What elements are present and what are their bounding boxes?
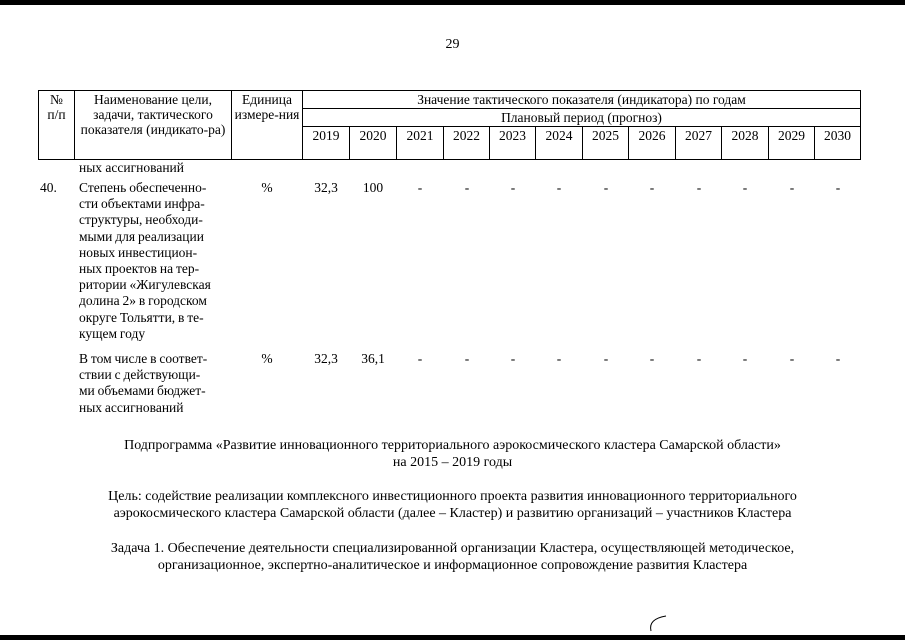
row-value-2019: 32,3 [314, 351, 338, 366]
row-value-2027: - [696, 351, 702, 366]
header-year: 2030 [815, 127, 861, 160]
row-number: 40. [40, 180, 57, 195]
row-value-2022: - [464, 180, 470, 195]
row-value-2022: - [464, 351, 470, 366]
scan-bottom-border [0, 635, 905, 640]
row-indicator-name: Степень обеспеченно- сти объектами инфра- структуры, необходи- мыми для реализации новых инвестицион- ных проектов на тер- ритории «Жигулевская долина 2» в городском округе Тольятти, в те- кущем году [79, 180, 211, 341]
continuation-text: ных ассигнований [79, 160, 184, 175]
row-value-2021: - [417, 180, 423, 195]
row-value-2020: 36,1 [361, 351, 385, 366]
header-year: 2019 [303, 127, 350, 160]
header-unit: Единица измере-ния [232, 91, 303, 160]
row-value-2029: - [789, 180, 795, 195]
header-year: 2022 [444, 127, 490, 160]
row-value-2024: - [556, 351, 562, 366]
row-indicator-name: В том числе в соответ- ствии с действующи- ми объемами бюджет- ных ассигнований [79, 351, 208, 415]
header-name: Наименование цели, задачи, тактического показателя (индикато-ра) [75, 91, 232, 160]
header-values-title: Значение тактического показателя (индикатора) по годам [303, 91, 861, 109]
row-unit: % [261, 351, 273, 366]
row-unit: % [261, 180, 273, 195]
row-value-2029: - [789, 351, 795, 366]
row-value-2025: - [603, 351, 609, 366]
header-year: 2021 [397, 127, 444, 160]
row-value-2028: - [742, 180, 748, 195]
header-year: 2023 [490, 127, 536, 160]
row-value-2025: - [603, 180, 609, 195]
row-value-2027: - [696, 180, 702, 195]
header-year: 2026 [629, 127, 676, 160]
header-year: 2027 [676, 127, 722, 160]
row-value-2020: 100 [362, 180, 384, 195]
row-value-2019: 32,3 [314, 180, 338, 195]
row-value-2023: - [510, 351, 516, 366]
subprogram-title-line2: на 2015 – 2019 годы [392, 455, 513, 470]
pen-mark-decoration [640, 610, 680, 635]
row-value-2026: - [649, 351, 655, 366]
row-value-2023: - [510, 180, 516, 195]
subprogram-title-line1: Подпрограмма «Развитие инновационного территориального аэрокосмического кластера Самарской области» [124, 438, 781, 453]
header-num: № п/п [39, 91, 75, 160]
header-year: 2024 [536, 127, 583, 160]
row-value-2021: - [417, 351, 423, 366]
task-text-line2: организационное, экспертно-аналитическое и информационное сопровождение развития Кластера [157, 558, 748, 573]
task-text [0, 540, 905, 574]
header-year: 2025 [583, 127, 629, 160]
task-text-line1: Задача 1. Обеспечение деятельности специализированной организации Кластера, осуществляющей методическое, [110, 541, 795, 556]
goal-text-line2: аэрокосмического кластера Самарской области (далее – Кластер) и развитию организаций – участников Кластера [113, 506, 792, 521]
row-value-2030: - [835, 180, 841, 195]
subprogram-title [0, 437, 905, 471]
row-value-2030: - [835, 351, 841, 366]
row-value-2024: - [556, 180, 562, 195]
header-year: 2020 [350, 127, 397, 160]
scan-top-border [0, 0, 905, 5]
goal-text [0, 488, 905, 522]
goal-text-line1: Цель: содействие реализации комплексного инвестиционного проекта развития инновационного территориального [108, 489, 797, 504]
indicator-table-header [38, 90, 861, 160]
page-number: 29 [445, 37, 460, 52]
header-plan-period: Плановый период (прогноз) [303, 109, 861, 127]
row-value-2028: - [742, 351, 748, 366]
row-value-2026: - [649, 180, 655, 195]
header-year: 2028 [722, 127, 769, 160]
header-year: 2029 [769, 127, 815, 160]
